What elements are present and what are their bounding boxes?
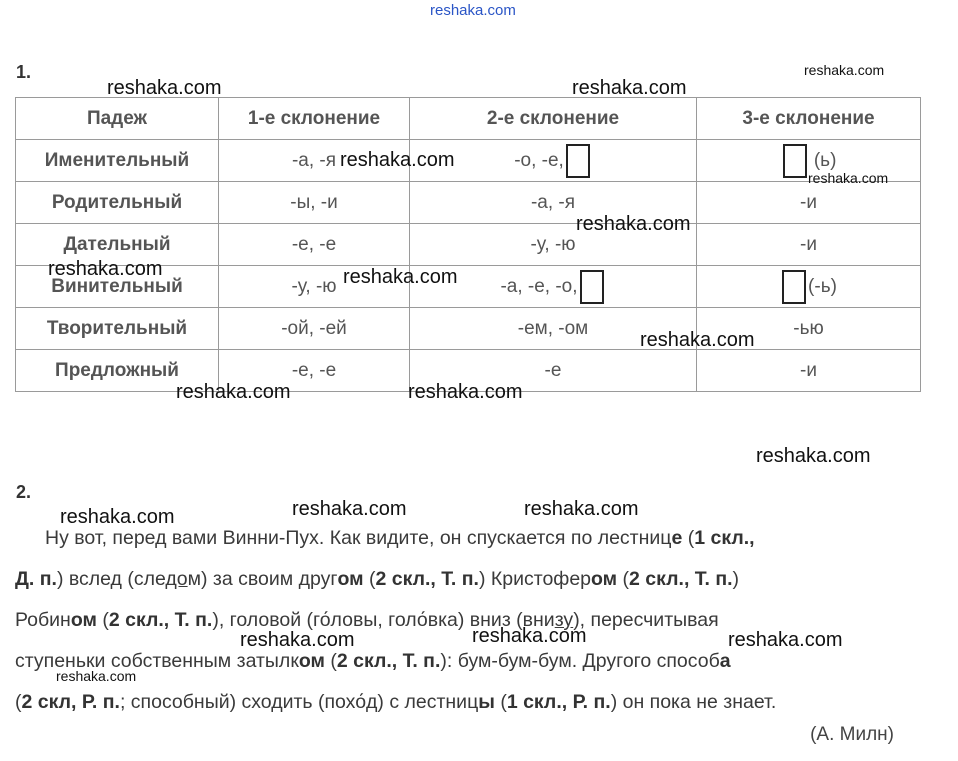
watermark: reshaka.com	[572, 77, 687, 99]
decl-3-ending: -и	[697, 224, 921, 266]
header-decl-2: 2-е склонение	[410, 98, 697, 140]
decl-1-ending: -у, -ю	[219, 266, 410, 308]
case-name: Винительный	[16, 266, 219, 308]
decl-3-cell	[697, 266, 921, 308]
text-line: Робином (2 скл., Т. п.), головой (го́ловы, голо́вка) вниз (внизу), пересчитывая	[15, 609, 719, 631]
decl-2-ending: -ем, -ом	[410, 308, 697, 350]
case-name: Творительный	[16, 308, 219, 350]
header-case: Падеж	[16, 98, 219, 140]
table-header-row	[16, 98, 921, 140]
case-name: Предложный	[16, 350, 219, 392]
watermark: reshaka.com	[808, 170, 889, 186]
watermark: reshaka.com	[240, 629, 355, 651]
watermark: reshaka.com	[472, 625, 587, 647]
empty-ending-box	[580, 270, 604, 304]
decl-2-ending: -а, -я	[410, 182, 697, 224]
empty-ending-box	[782, 270, 806, 304]
watermark: reshaka.com	[60, 506, 175, 528]
decl-2-ending: -е	[410, 350, 697, 392]
watermark: reshaka.com	[408, 381, 523, 403]
empty-ending-box	[566, 144, 590, 178]
watermark: reshaka.com	[176, 381, 291, 403]
watermark: reshaka.com	[640, 329, 755, 351]
watermark: reshaka.com	[292, 498, 407, 520]
text-line: Д. п.) вслед (следом) за своим другом (2 скл., Т. п.) Кристофером (2 скл., Т. п.)	[15, 568, 740, 590]
watermark: reshaka.com	[728, 629, 843, 651]
decl-3-ending: -и	[697, 182, 921, 224]
watermark: reshaka.com	[340, 149, 455, 171]
watermark: reshaka.com	[756, 445, 871, 467]
table-row	[16, 182, 921, 224]
table-row	[16, 308, 921, 350]
empty-ending-box	[783, 144, 807, 178]
decl-1-ending: -е, -е	[219, 224, 410, 266]
watermark-top: reshaka.com	[430, 2, 516, 19]
decl-1-ending: -ой, -ей	[219, 308, 410, 350]
case-name: Родительный	[16, 182, 219, 224]
watermark: reshaka.com	[56, 668, 137, 684]
text-line: Ну вот, перед вами Винни-Пух. Как видите, он спускается по лестнице (1 скл.,	[45, 527, 755, 549]
decl-3-ending: (ь)	[813, 149, 837, 171]
header-decl-1: 1-е склонение	[219, 98, 410, 140]
decl-2-ending: -у, -ю	[410, 224, 697, 266]
decl-1-ending: -а, -я	[219, 140, 410, 182]
decl-2-ending: -а, -е, -о,	[500, 275, 578, 297]
task-2-number: 2.	[16, 482, 32, 502]
decl-1-ending: -ы, -и	[219, 182, 410, 224]
watermark: reshaka.com	[524, 498, 639, 520]
watermark: reshaka.com	[804, 62, 885, 78]
case-name: Именительный	[16, 140, 219, 182]
declension-table	[15, 97, 921, 392]
text-line: (2 скл, Р. п.; способный) сходить (похо́д) с лестницы (1 скл., Р. п.) он пока не знает.	[15, 691, 777, 713]
watermark: reshaka.com	[107, 77, 222, 99]
watermark: reshaka.com	[576, 213, 691, 235]
decl-3-ending: -и	[697, 350, 921, 392]
author-signature: (А. Милн)	[810, 724, 894, 745]
exercise-text	[15, 518, 945, 723]
decl-2-ending: -о, -е,	[514, 149, 564, 171]
table-row	[16, 140, 921, 182]
text-line: ступеньки собственным затылком (2 скл., Т. п.): бум-бум-бум. Другого способа	[15, 650, 731, 672]
watermark: reshaka.com	[48, 258, 163, 280]
decl-3-ending: (-ь)	[808, 275, 837, 297]
decl-1-ending: -е, -е	[219, 350, 410, 392]
decl-3-ending: -ью	[697, 308, 921, 350]
watermark: reshaka.com	[343, 266, 458, 288]
case-name: Дательный	[16, 224, 219, 266]
header-decl-3: 3-е склонение	[697, 98, 921, 140]
task-1-number: 1.	[16, 62, 32, 82]
